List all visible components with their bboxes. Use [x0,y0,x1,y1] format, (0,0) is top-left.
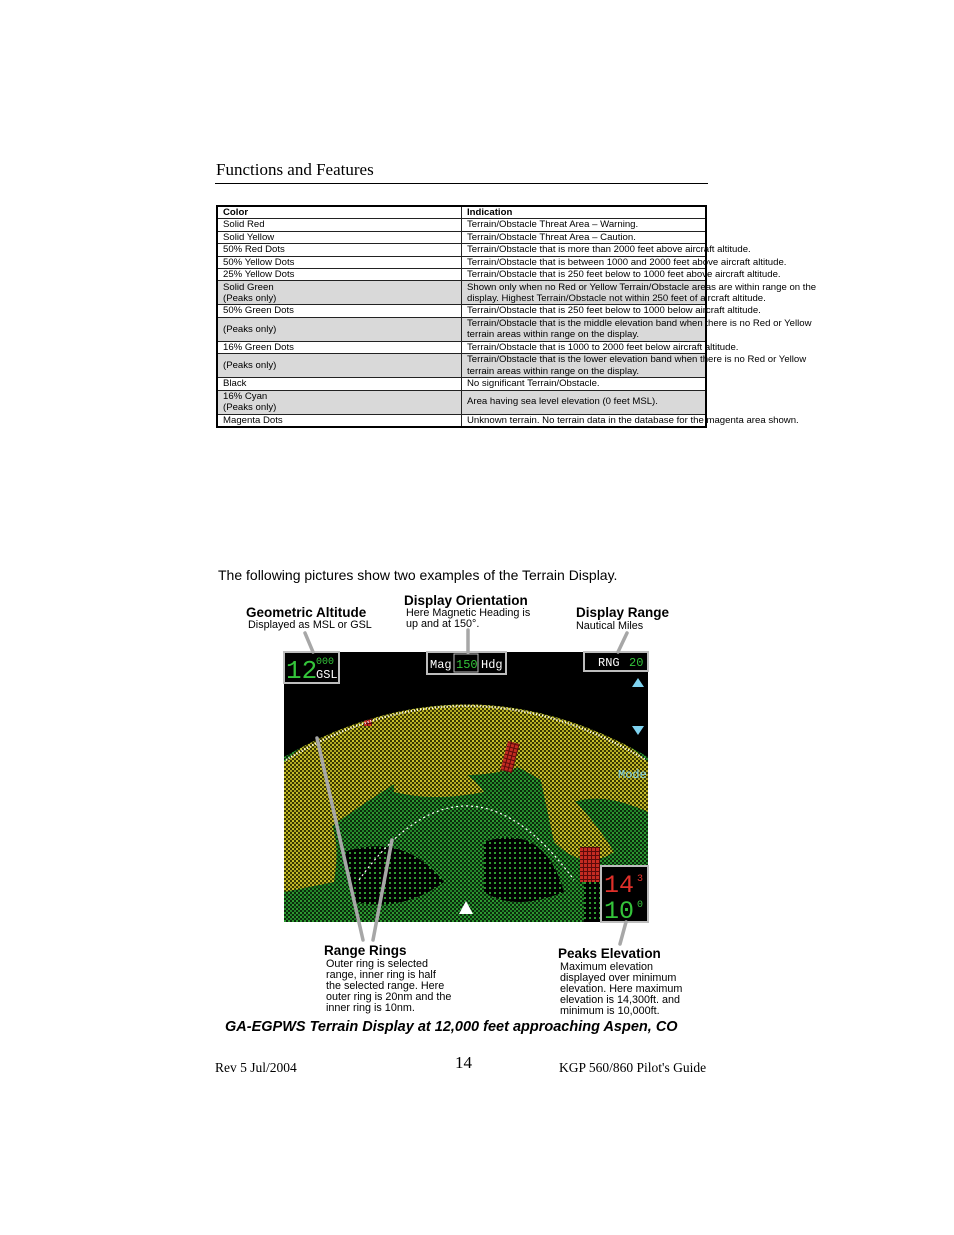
display-orientation-text-1: Here Magnetic Heading is [406,607,531,619]
terrain-display-graphic [284,652,648,926]
peaks-elevation-text-4: elevation is 14,300ft. and [560,994,681,1006]
range-rings-text-3: the selected range. Here [326,980,445,992]
table-row [217,269,706,281]
footer-revision: Rev 5 Jul/2004 [215,1060,297,1075]
legend-indication-cell: Terrain/Obstacle that is more than 2000 feet above aircraft altitude. [462,244,707,256]
altitude-small-value: 000 [316,657,335,668]
legend-header-indication: Indication [462,206,707,219]
terrain-color-legend-table [216,205,817,428]
legend-color-cell: Solid Yellow [217,231,462,243]
mode-button[interactable]: Mode [618,768,647,782]
geometric-altitude-title: Geometric Altitude [246,605,367,620]
peak-max-value: 14 [604,871,635,900]
display-orientation-text-2: up and at 150°. [406,618,480,630]
range-rings-text-2: range, inner ring is half [326,969,436,981]
peaks-elevation-text-5: minimum is 10,000ft. [560,1005,660,1017]
table-row [217,305,706,317]
heading-suffix: Hdg [481,658,503,672]
range-down-arrow-icon[interactable] [632,726,644,735]
legend-color-cell: (Peaks only) [217,317,462,341]
table-row [217,219,706,231]
range-rings-text-1: Outer ring is selected [326,958,429,970]
table-row [217,317,706,341]
legend-indication-cell: Shown only when no Red or Yellow Terrain/Obstacle areas are within range on the display. Highest Terrain/Obstacle not within 250 feet of aircraft altitude. [462,281,707,305]
heading-prefix: Mag [430,658,452,672]
legend-indication-cell: Terrain/Obstacle that is the lower elevation band when there is no Red or Yellow terrain areas within range on the display. [462,354,707,378]
terrain-map [284,652,648,922]
table-row [217,244,706,256]
heading-value: 150 [456,658,478,672]
legend-indication-cell: Terrain/Obstacle Threat Area – Warning. [462,219,707,231]
intro-text: The following pictures show two examples of the Terrain Display. [218,567,618,583]
legend-color-cell: 50% Green Dots [217,305,462,317]
peaks-elevation-text-2: displayed over minimum [560,972,677,984]
legend-color-cell: Solid Green (Peaks only) [217,281,462,305]
range-value: 20 [629,656,644,670]
legend-color-cell: Black [217,378,462,390]
peaks-elevation-title: Peaks Elevation [558,946,661,961]
page-number: 14 [455,1053,472,1072]
display-orientation-title: Display Orientation [404,593,528,608]
table-row [217,231,706,243]
legend-color-cell: 50% Red Dots [217,244,462,256]
table-row [217,281,706,305]
legend-color-cell: 16% Cyan (Peaks only) [217,390,462,414]
legend-color-cell: 25% Yellow Dots [217,269,462,281]
legend-color-cell: Magenta Dots [217,414,462,427]
footer-guide-title: KGP 560/860 Pilot's Guide [559,1060,707,1075]
display-range-title: Display Range [576,605,670,620]
range-up-arrow-icon[interactable] [632,678,644,687]
table-row [217,390,706,414]
table-row [217,354,706,378]
legend-header-color: Color [217,206,462,219]
peak-min-sup: 0 [637,900,644,911]
range-rings-text-5: inner ring is 10nm. [326,1002,415,1014]
altitude-mode: GSL [316,668,338,682]
figure-caption: GA-EGPWS Terrain Display at 12,000 feet approaching Aspen, CO [225,1019,678,1035]
table-row [217,341,706,353]
legend-indication-cell: Unknown terrain. No terrain data in the database for the magenta area shown. [462,414,707,427]
legend-indication-cell: Terrain/Obstacle that is 250 feet below to 1000 feet above aircraft altitude. [462,269,707,281]
legend-header-row [217,206,706,219]
legend-color-cell: Solid Red [217,219,462,231]
geometric-altitude-text: Displayed as MSL or GSL [248,619,372,631]
legend-indication-cell: Terrain/Obstacle that is the middle elevation band when there is no Red or Yellow terrain areas within range on the display. [462,317,707,341]
range-label: RNG [598,656,620,670]
title-divider [215,183,708,184]
legend-indication-cell: Area having sea level elevation (0 feet MSL). [462,390,707,414]
geometric-altitude-leader [305,633,313,652]
range-rings-text-4: outer ring is 20nm and the [326,991,452,1003]
table-row [217,414,706,427]
legend-indication-cell: No significant Terrain/Obstacle. [462,378,707,390]
peaks-elevation-text-3: elevation. Here maximum [560,983,683,995]
legend-indication-cell: Terrain/Obstacle that is 250 feet below to 1000 below aircraft altitude. [462,305,707,317]
altitude-value: 12 [286,656,318,686]
peak-max-sup: 3 [637,874,644,885]
table-row [217,378,706,390]
legend-indication-cell: Terrain/Obstacle Threat Area – Caution. [462,231,707,243]
range-rings-title: Range Rings [324,943,407,958]
section-title: Functions and Features [216,160,374,179]
legend-indication-cell: Terrain/Obstacle that is between 1000 and 2000 feet above aircraft altitude. [462,256,707,268]
legend-color-cell: (Peaks only) [217,354,462,378]
legend-indication-cell: Terrain/Obstacle that is 1000 to 2000 feet below aircraft altitude. [462,341,707,353]
display-range-text: Nautical Miles [576,620,644,632]
peaks-elevation-text-1: Maximum elevation [560,961,654,973]
terrain-display-screen [284,652,648,926]
table-row [217,256,706,268]
legend-color-cell: 16% Green Dots [217,341,462,353]
legend-color-cell: 50% Yellow Dots [217,256,462,268]
peak-min-value: 10 [604,897,635,926]
display-range-leader [618,633,627,652]
